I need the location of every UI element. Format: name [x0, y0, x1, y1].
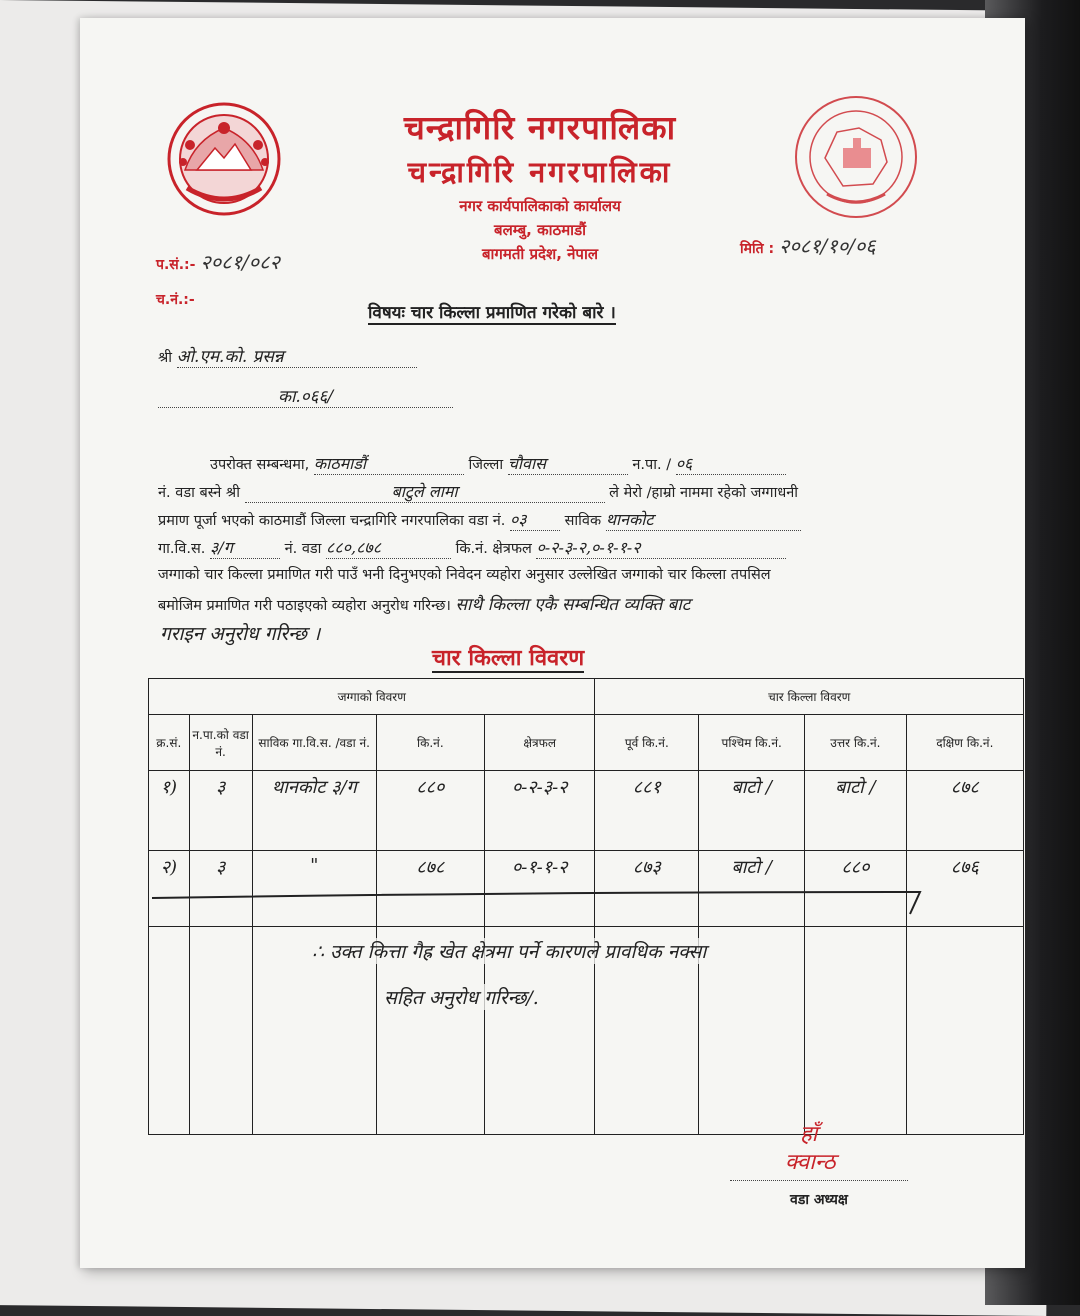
- table-cell: ८७६: [906, 851, 1023, 927]
- body-text: साविक: [564, 513, 602, 529]
- table-cell: ८८१: [595, 771, 699, 851]
- reference-number-label: प.सं.:-: [156, 257, 196, 273]
- table-row: [149, 771, 1024, 851]
- table-cell: बाटो /: [805, 771, 906, 851]
- column-header: साविक गा.वि.स. /वडा नं.: [252, 715, 376, 771]
- subject-line: विषयः चार किल्ला प्रमाणित गरेको बारे ।: [368, 303, 616, 323]
- body-text: प्रमाण पूर्जा भएको काठमाडौं जिल्ला चन्द्रागिरि नगरपालिका वडा नं.: [158, 513, 506, 529]
- column-header: दक्षिण कि.नं.: [906, 715, 1023, 771]
- signature-line-2: क्वान्ठ: [785, 1150, 836, 1175]
- body-text: बमोजिम प्रमाणित गरी पठाइएको व्यहोरा अनुरोध गरिन्छ।: [158, 598, 451, 614]
- address-line-2: बागमती प्रदेश, नेपाल: [481, 245, 599, 263]
- table-cell: ३: [189, 851, 252, 927]
- municipality-seal-logo: [795, 96, 917, 218]
- dispatch-number-label: च.नं.:-: [156, 292, 195, 308]
- handwritten-district: चौवास: [508, 452, 628, 475]
- table-cell: १): [149, 771, 190, 851]
- body-text: नं. वडा बस्ने श्री: [158, 485, 240, 501]
- handwritten-note: साथै किल्ला एकै सम्बन्धित व्यक्ति बाट: [455, 595, 691, 615]
- signature-title: वडा अध्यक्ष: [790, 1192, 848, 1208]
- addressee-name: ओ.एम.को. प्रसन्न: [177, 344, 417, 368]
- signature-line-1: हाँ: [800, 1122, 818, 1147]
- column-header: न.पा.को वडा नं.: [189, 715, 252, 771]
- body-text: जग्गाको चार किल्ला प्रमाणित गरी पाउँ भनी दिनुभएको निवेदन व्यहोरा अनुसार उल्लेखित जग्गाको चार किल्ला तपसिल: [158, 567, 771, 583]
- column-header: पश्चिम कि.नं.: [699, 715, 805, 771]
- table-cell: २): [149, 851, 190, 927]
- signature-dotted-line: [730, 1180, 908, 1181]
- body-text: कि.नं. क्षेत्रफल: [455, 541, 532, 557]
- date-value: २०८१/१०/०६: [778, 234, 876, 258]
- table-cell: ८७८: [906, 771, 1023, 851]
- table-cell: ८८०: [376, 771, 484, 851]
- body-text: नं. वडा: [284, 541, 322, 557]
- municipality-title-stylized: चन्द्रागिरि नगरपालिका: [407, 155, 673, 189]
- body-text: गा.वि.स.: [158, 541, 206, 557]
- table-cell: ": [252, 851, 376, 927]
- office-name: नगर कार्यपालिकाको कार्यालय: [459, 197, 621, 215]
- address-line-1: बलम्बु, काठमाडौं: [494, 221, 586, 239]
- table-cell: ८७८: [376, 851, 484, 927]
- table-cell: ८८०: [805, 851, 906, 927]
- column-header: पूर्व कि.नं.: [595, 715, 699, 771]
- handwritten-applicant-name: बाटुले लामा: [245, 480, 605, 503]
- column-header: क्षेत्रफल: [484, 715, 595, 771]
- handwritten-note-continued: गराइन अनुरोध गरिन्छ ।: [160, 623, 321, 645]
- date-label: मिति :: [740, 241, 775, 257]
- table-cell: ३: [189, 771, 252, 851]
- addressee-line-2: का.०६६/: [158, 384, 453, 408]
- section-title: चार किल्ला विवरण: [432, 646, 585, 671]
- handwritten-plot-numbers: ८८०,८७८: [326, 536, 451, 559]
- column-header: कि.नं.: [376, 715, 484, 771]
- column-header: उत्तर कि.नं.: [805, 715, 906, 771]
- body-text: जिल्ला: [468, 457, 504, 473]
- group-header-boundary: चार किल्ला विवरण: [595, 679, 1024, 715]
- handwritten-table-note-2: सहित अनुरोध गरिन्छ/.: [380, 984, 543, 1010]
- body-text: न.पा. /: [632, 457, 672, 473]
- handwritten-old-vdc: थानकोट: [606, 508, 801, 531]
- handwritten-table-note-1: ∴ उक्त कित्ता गैह्र खेत क्षेत्रमा पर्ने कारणले प्रावधिक नक्सा: [308, 938, 710, 964]
- column-header: क्र.सं.: [149, 715, 190, 771]
- handwritten-line: [150, 884, 930, 924]
- table-cell: थानकोट ३/ग: [252, 771, 376, 851]
- table-cell: ०-२-३-२: [484, 771, 595, 851]
- body-text: उपरोक्त सम्बन्धमा,: [210, 457, 310, 473]
- handwritten-ward-no: ०३: [510, 508, 560, 531]
- table-cell: बाटो /: [699, 771, 805, 851]
- table-cell: ०-१-१-२: [484, 851, 595, 927]
- table-cell: बाटो /: [699, 851, 805, 927]
- nepal-emblem-logo: [165, 100, 283, 218]
- table-cell: ८७३: [595, 851, 699, 927]
- addressee-prefix: श्री: [158, 350, 173, 366]
- document-page: [80, 18, 1025, 1268]
- reference-number-value: २०८१/०८२: [200, 250, 280, 274]
- handwritten-ward: ०६: [676, 452, 786, 475]
- handwritten-place: काठमाडौं: [314, 452, 464, 475]
- group-header-land: जग्गाको विवरण: [149, 679, 595, 715]
- handwritten-area: ०-२-३-२,०-१-१-२: [536, 536, 786, 559]
- body-text: ले मेरो /हाम्रो नाममा रहेको जग्गाधनी: [609, 485, 799, 501]
- municipality-title: चन्द्रागिरि नगरपालिका: [403, 108, 677, 147]
- handwritten-vdc-ward: ३/ग: [210, 536, 280, 559]
